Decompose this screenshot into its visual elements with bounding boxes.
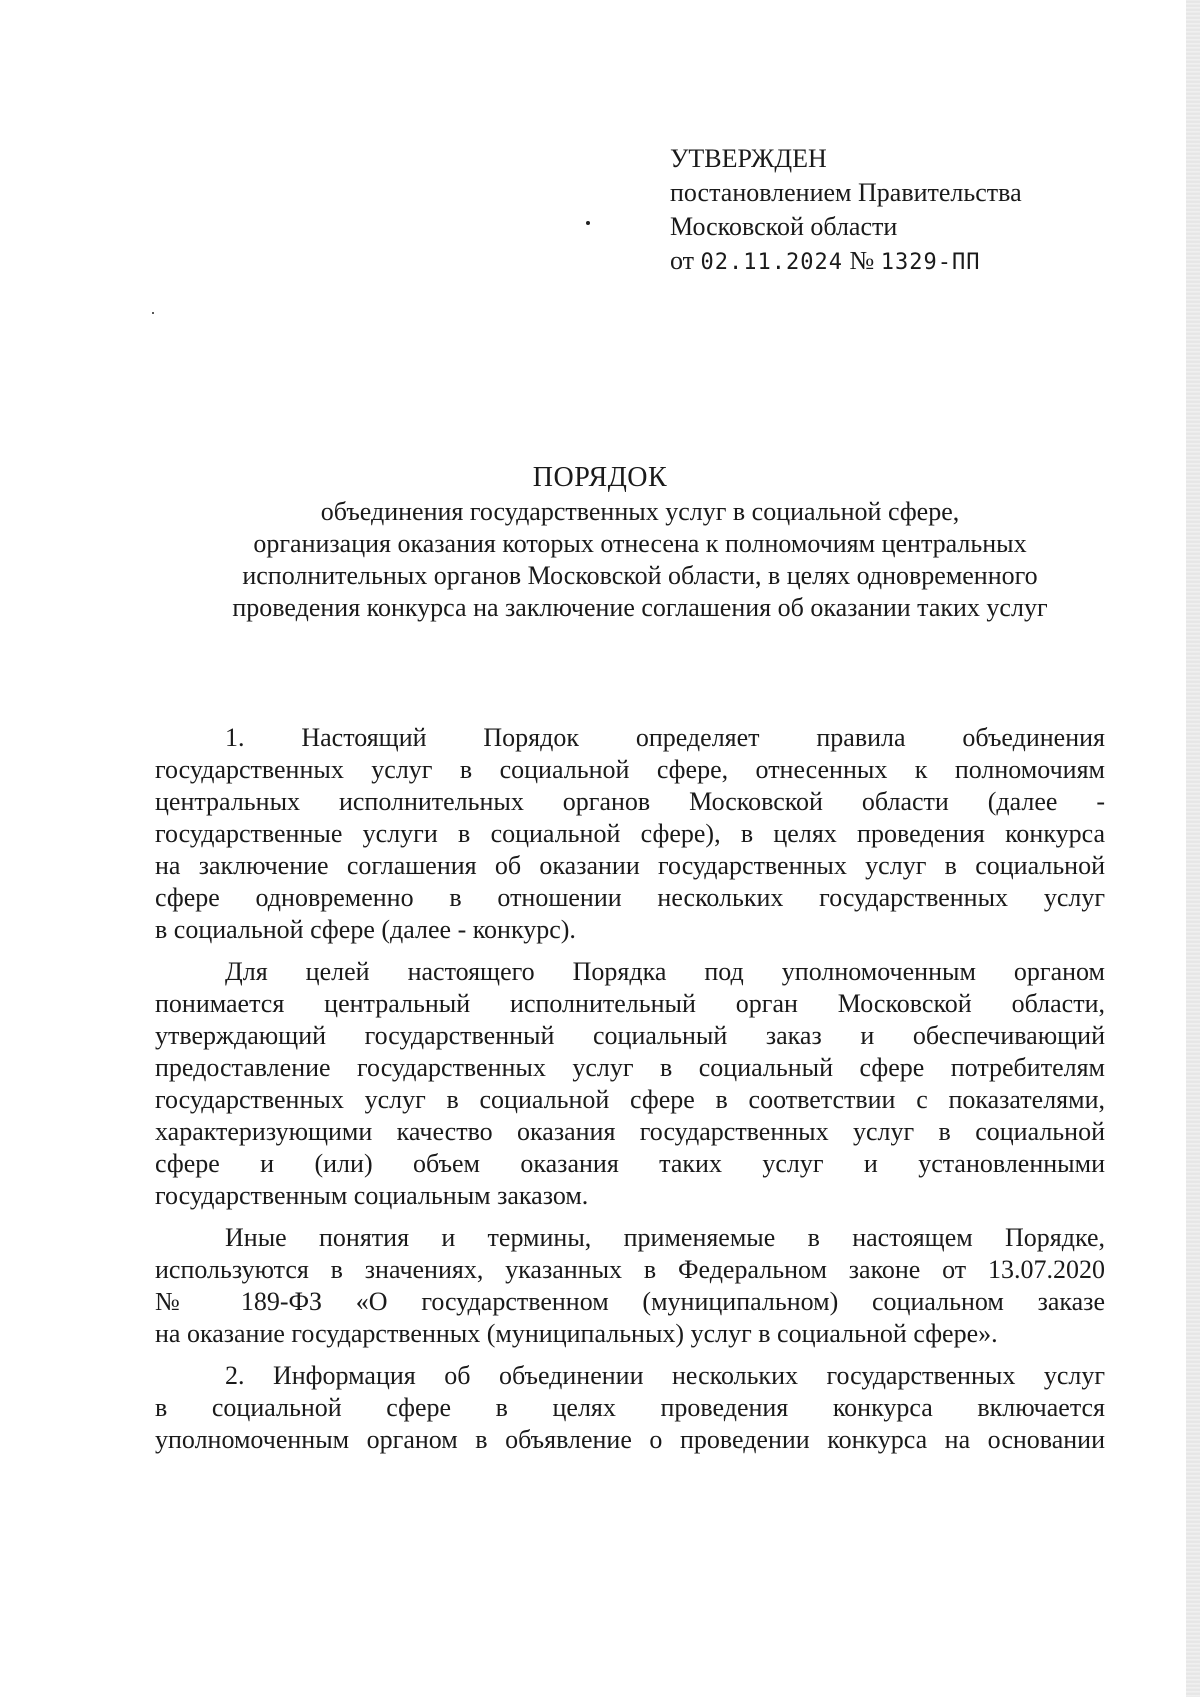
approval-number: 1329-ПП [880,250,981,275]
paragraph-line: предоставление государственных услуг в социальный сфере потребителям [155,1053,1105,1082]
scan-speck [152,312,154,314]
paragraph-line: сфере и (или) объем оказания таких услуг и установленными [155,1149,1105,1178]
paragraph-line: 2. Информация об объединении нескольких государственных услуг [225,1361,1105,1390]
paragraph-line: государственные услуги в социальной сфере), в целях проведения конкурса [155,819,1105,848]
scan-speck [586,221,590,225]
subtitle-line: исполнительных органов Московской области, в целях одновременного [242,561,1038,590]
paragraph-2 [155,956,1105,1212]
approval-number-prefix: № [849,246,875,275]
paragraph-line: утверждающий государственный социальный заказ и обеспечивающий [155,1021,1105,1050]
paragraph-4 [155,1360,1105,1456]
paragraph-line: центральных исполнительных органов Московской области (далее - [155,787,1105,816]
paragraph-line: Иные понятия и термины, применяемые в настоящем Порядке, [225,1223,1105,1252]
paragraph-line: Для целей настоящего Порядка под уполномоченным органом [225,957,1105,986]
paragraph-line: используются в значениях, указанных в Федеральном законе от 13.07.2020 [155,1255,1105,1284]
subtitle-line: организация оказания которых отнесена к полномочиям центральных [253,529,1027,558]
document-title: ПОРЯДОК [532,462,668,493]
paragraph-line: уполномоченным органом в объявление о проведении конкурса на основании [155,1425,1105,1454]
approval-line-2: Московской области [670,212,898,241]
paragraph-line: понимается центральный исполнительный орган Московской области, [155,989,1105,1018]
paragraph-line: на оказание государственных (муниципальных) услуг в социальной сфере». [155,1319,998,1348]
approval-block [670,142,1022,280]
scan-edge [1186,0,1200,1697]
paragraph-line: сфере одновременно в отношении нескольких государственных услуг [155,883,1105,912]
paragraph-line: № 189-ФЗ «О государственном (муниципальном) социальном заказе [155,1287,1105,1316]
approval-line-1: постановлением Правительства [670,178,1022,207]
document-subtitle [175,496,1105,624]
approval-status: УТВЕРЖДЕН [670,144,827,173]
paragraph-line: характеризующими качество оказания государственных услуг в социальной [155,1117,1105,1146]
document-body [155,722,1105,1466]
subtitle-line: проведения конкурса на заключение соглашения об оказании таких услуг [232,593,1048,622]
paragraph-1 [155,722,1105,946]
approval-date-prefix: от [670,246,695,275]
paragraph-line: государственных услуг в социальной сфере в соответствии с показателями, [155,1085,1105,1114]
paragraph-line: государственным социальным заказом. [155,1181,589,1210]
subtitle-line: объединения государственных услуг в социальной сфере, [320,497,960,526]
paragraph-line: на заключение соглашения об оказании государственных услуг в социальной [155,851,1105,880]
paragraph-line: в социальной сфере в целях проведения конкурса включается [155,1393,1105,1422]
paragraph-line: в социальной сфере (далее - конкурс). [155,915,576,944]
paragraph-line: государственных услуг в социальной сфере, отнесенных к полномочиям [155,755,1105,784]
paragraph-3 [155,1222,1105,1350]
paragraph-line: 1. Настоящий Порядок определяет правила объединения [225,723,1105,752]
approval-date-line [670,244,1022,280]
approval-date: 02.11.2024 [700,250,843,275]
